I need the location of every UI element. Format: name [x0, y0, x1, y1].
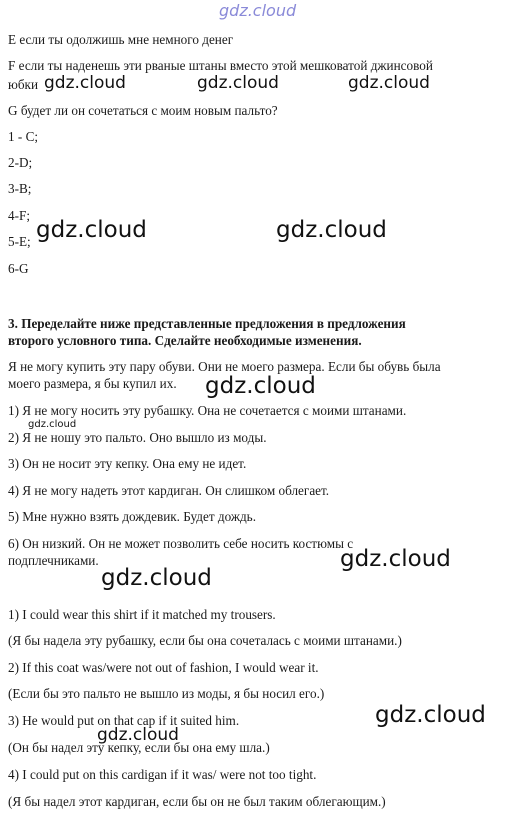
- watermark-row4-b: gdz.cloud: [101, 565, 212, 591]
- answer-4: 4-F;: [8, 208, 30, 223]
- example-line2: моего размера, я бы купил их.: [8, 376, 177, 391]
- watermark-row2-b: gdz.cloud: [276, 217, 387, 243]
- watermark-row1-c: gdz.cloud: [348, 73, 430, 93]
- watermark-top: gdz.cloud: [219, 1, 297, 20]
- answer-2: 2-D;: [8, 155, 33, 170]
- task-item-5: 5) Мне нужно взять дождевик. Будет дождь.: [8, 509, 256, 524]
- watermark-row5-a: gdz.cloud: [375, 702, 486, 728]
- task-item-1: 1) Я не могу носить эту рубашку. Она не сочетается с моими штанами.: [8, 403, 407, 418]
- task-item-6-line1: 6) Он низкий. Он не может позволить себе носить костюмы с: [8, 536, 354, 551]
- watermark-row3-a: gdz.cloud: [205, 373, 316, 399]
- answer3-line-6: (Он бы надел эту кепку, если бы она ему шла.): [8, 740, 270, 755]
- task-item-3: 3) Он не носит эту кепку. Она ему не идет.: [8, 456, 247, 471]
- watermark-row5-b: gdz.cloud: [97, 725, 179, 745]
- answer3-line-4: (Если бы это пальто не вышло из моды, я бы носил его.): [8, 686, 325, 701]
- exercise3-heading-line2: второго условного типа. Сделайте необходимые изменения.: [8, 333, 362, 348]
- watermark-row4-a: gdz.cloud: [340, 546, 451, 572]
- answer3-line-8: (Я бы надел этот кардиган, если бы он не был таким облегающим.): [8, 794, 386, 809]
- watermark-row2-a: gdz.cloud: [36, 217, 147, 243]
- sentence-e: Е если ты одолжишь мне немного денег: [8, 32, 234, 47]
- sentence-f-line1: F если ты наденешь эти рваные штаны вместо этой мешковатой джинсовой: [8, 58, 433, 73]
- sentence-f-line2: юбки: [8, 77, 39, 92]
- answer-3: 3-B;: [8, 181, 32, 196]
- answer3-line-7: 4) I could put on this cardigan if it was/ were not too tight.: [8, 767, 317, 782]
- sentence-g: G будет ли он сочетаться с моим новым пальто?: [8, 103, 278, 118]
- example-line1: Я не могу купить эту пару обуви. Они не моего размера. Если бы обувь была: [8, 359, 441, 374]
- answer3-line-5: 3) He would put on that cap if it suited him.: [8, 713, 240, 728]
- watermark-row1-b: gdz.cloud: [197, 73, 279, 93]
- answer3-line-1: 1) I could wear this shirt if it matched my trousers.: [8, 607, 276, 622]
- answer-5: 5-E;: [8, 234, 31, 249]
- task-item-6-line2: подплечниками.: [8, 553, 99, 568]
- answer3-line-3: 2) If this coat was/were not out of fashion, I would wear it.: [8, 660, 319, 675]
- exercise3-heading-line1: 3. Переделайте ниже представленные предложения в предложения: [8, 316, 406, 331]
- watermark-row3-small: gdz.cloud: [28, 419, 77, 430]
- answer3-line-2: (Я бы надела эту рубашку, если бы она сочеталась с моими штанами.): [8, 633, 402, 648]
- answer-1: 1 - C;: [8, 129, 39, 144]
- answer-6: 6-G: [8, 261, 29, 276]
- watermark-row1-a: gdz.cloud: [44, 73, 126, 93]
- task-item-2: 2) Я не ношу это пальто. Оно вышло из моды.: [8, 430, 267, 445]
- task-item-4: 4) Я не могу надеть этот кардиган. Он слишком облегает.: [8, 483, 330, 498]
